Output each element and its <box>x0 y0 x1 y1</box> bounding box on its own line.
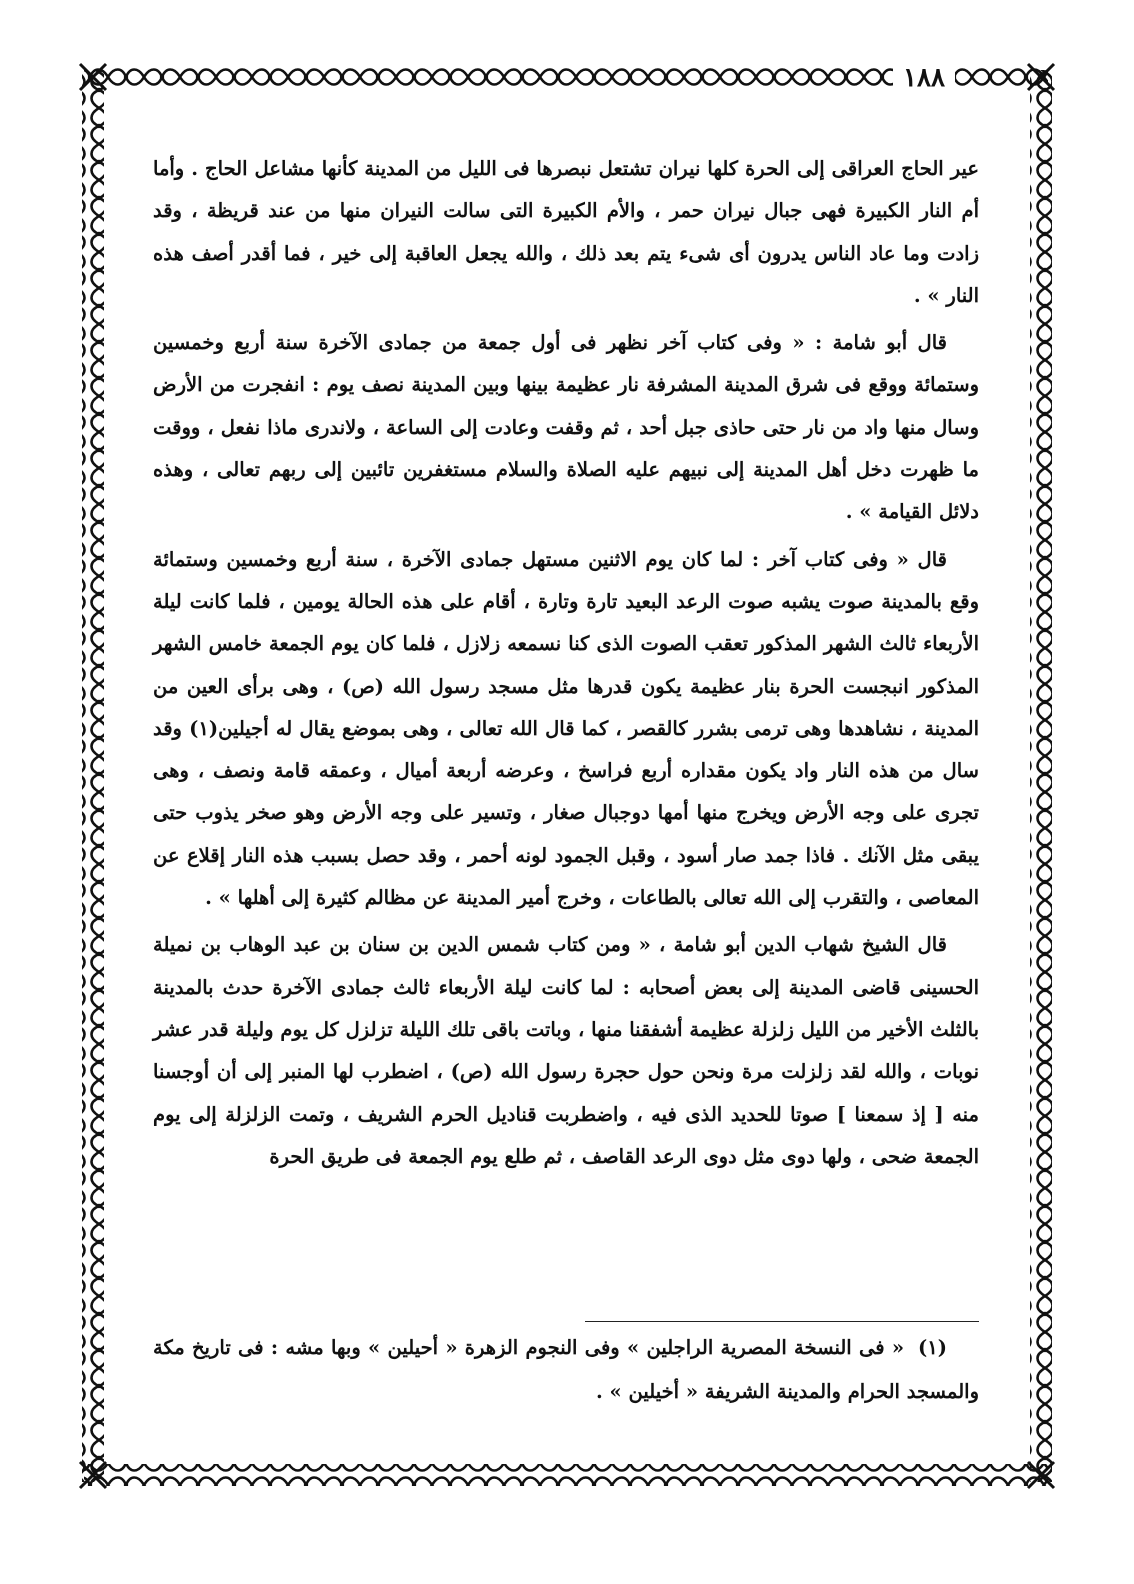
footnote <box>153 1326 979 1414</box>
main-text <box>153 148 979 1178</box>
paragraph: عير الحاج العراقى إلى الحرة كلها نيران تشتعل نبصرها فى الليل من المدينة كأنها مشاعل الحاج . وأما أم النار الكبيرة فهى جبال نيران حمر ، والأم الكبيرة التى سالت النيران منها من عند قريظة ، وقد زادت وما عاد الناس يدرون أى شىء يتم بعد ذلك ، والله يجعل العاقبة إلى خير ، فما أقدر أصف هذه النار » . <box>153 157 979 307</box>
paragraph: قال « وفى كتاب آخر : لما كان يوم الاثنين مستهل جمادى الآخرة ، سنة أربع وخمسين وستمائة وقع بالمدينة صوت يشبه صوت الرعد البعيد تارة وتارة ، أقام على هذه الحالة يومين ، فلما كانت ليلة الأربعاء ثالث الشهر المذكور تعقب الصوت الذى كنا نسمعه زلازل ، فلما كان يوم الجمعة خامس الشهر المذكور انبجست الحرة بنار عظيمة يكون قدرها مثل مسجد رسول الله (ص) ، وهى برأى العين من المدينة ، نشاهدها وهى ترمى بشرر كالقصر ، كما قال الله تعالى ، وهى بموضع يقال له أجيلين(١) وقد سال من هذه النار واد يكون مقداره أربع فراسخ ، وعرضه أربعة أميال ، وعمقه قامة ونصف ، وهى تجرى على وجه الأرض ويخرج منها أمها دوجبال صغار ، وتسير على وجه الأرض وهو صخر يذوب حتى يبقى مثل الآنك . فاذا جمد صار أسود ، وقبل الجمود لونه أحمر ، وقد حصل بسبب هذه النار إقلاع عن المعاصى ، والتقرب إلى الله تعالى بالطاعات ، وخرج أمير المدينة عن مظالم كثيرة إلى أهلها » . <box>153 547 979 910</box>
paragraph: قال الشيخ شهاب الدين أبو شامة ، « ومن كتاب شمس الدين بن سنان بن عبد الوهاب بن نميلة الحسينى قاضى المدينة إلى بعض أصحابه : لما كانت ليلة الأربعاء ثالث جمادى الآخرة حدث بالمدينة بالثلث الأخير من الليل زلزلة عظيمة أشفقنا منها ، وباتت باقى تلك الليلة تزلزل كل يوم وليلة قدر عشر نوبات ، والله لقد زلزلت مرة ونحن حول حجرة رسول الله (ص) ، اضطرب لها المنبر إلى أن أوجسنا منه [ إذ سمعنا ] صوتا للحديد الذى فيه ، واضطربت قناديل الحرم الشريف ، وتمت الزلزلة إلى يوم الجمعة ضحى ، ولها دوى مثل دوى الرعد القاصف ، ثم طلع يوم الجمعة فى طريق الحرة <box>153 933 979 1168</box>
paragraph: قال أبو شامة : « وفى كتاب آخر نظهر فى أول جمعة من جمادى الآخرة سنة أربع وخمسين وستمائة ووقع فى شرق المدينة المشرفة نار عظيمة بينها وبين المدينة نصف يوم : انفجرت من الأرض وسال منها واد من نار حتى حاذى جبل أحد ، ثم وقفت وعادت إلى الساعة ، ولاندرى ماذا نفعل ، ووقت ما ظهرت دخل أهل المدينة إلى نبيهم عليه الصلاة والسلام مستغفرين تائبين إلى ربهم تعالى ، وهذه دلائل القيامة » . <box>153 331 979 524</box>
footnote-marker: (١) <box>918 1336 947 1359</box>
footnote-text: « فى النسخة المصرية الراجلين » وفى النجوم الزهرة « أحيلين » وبها مشه : فى تاريخ مكة والمسجد الحرام والمدينة الشريفة « أخيلين » . <box>153 1336 979 1403</box>
page-number: ١٨٨ <box>893 58 955 98</box>
footnotes <box>153 1326 979 1414</box>
footnote-divider <box>585 1321 979 1322</box>
